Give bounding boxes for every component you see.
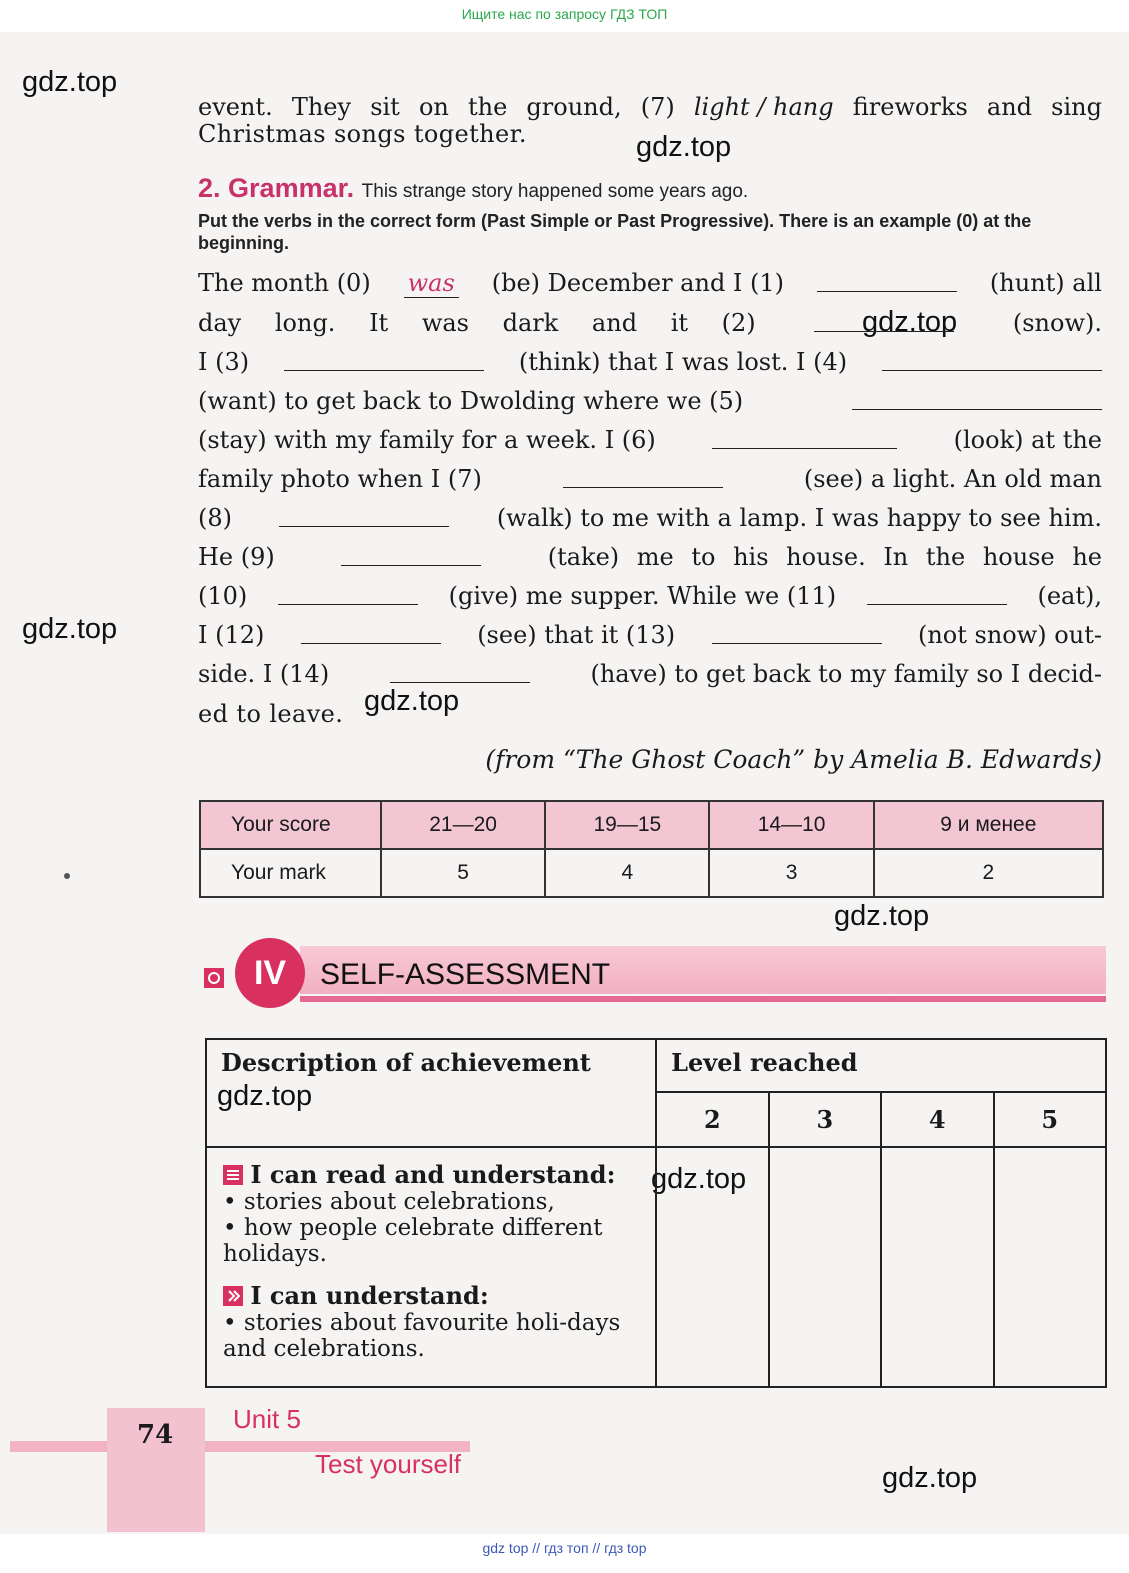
answer-blank-6[interactable]	[712, 426, 897, 449]
exercise-line-9: (10) (give) me supper. While we (11) (eat),	[198, 582, 1102, 610]
reading-block: I can read and understand: • stories about celebrations, • how people celebrate different holidays.	[223, 1160, 616, 1267]
exercise-line-12: ed to leave.	[198, 700, 344, 728]
page-speck	[64, 873, 70, 879]
exercise-line-1: The month (0) was (be) December and I (1) (hunt) all	[198, 269, 1102, 297]
level-header: Level reached	[656, 1039, 1106, 1092]
top-banner[interactable]: Ищите нас по запросу ГДЗ ТОП	[461, 6, 668, 22]
section-numeral: IV	[235, 938, 305, 1008]
answer-blank-10[interactable]	[278, 582, 418, 605]
level-cell-3[interactable]	[769, 1147, 881, 1387]
example-answer: was	[404, 269, 459, 298]
score-table	[199, 800, 1104, 898]
answer-blank-1[interactable]	[817, 269, 957, 292]
table-row	[206, 1039, 1106, 1092]
answer-blank-2[interactable]	[814, 309, 954, 332]
exercise-line-2: day long. It was dark and it (2) (snow).	[198, 309, 1102, 337]
exercise-line-3: I (3) (think) that I was lost. I (4)	[198, 348, 1102, 376]
table-row: Your score 21—20 19—15 14—10 9 и менее	[200, 801, 1103, 849]
watermark: gdz.top	[636, 131, 732, 163]
unit-label: Unit 5	[233, 1404, 301, 1434]
table-row: 2 3 4 5	[206, 1092, 1106, 1147]
level-cell-5[interactable]	[994, 1147, 1106, 1387]
achievement-description	[206, 1147, 656, 1387]
section-marker-icon	[204, 968, 224, 988]
exercise-line-7: (8) (walk) to me with a lamp. I was happy to see him.	[198, 504, 1102, 532]
table-row: Your mark 5 4 3 2	[200, 849, 1103, 897]
listening-icon	[223, 1286, 243, 1306]
exercise-line-4: (want) to get back to Dwolding where we (5)	[198, 387, 1102, 415]
watermark: gdz.top	[651, 1163, 747, 1195]
grammar-heading: 2. Grammar. This strange story happened some years ago.	[198, 173, 749, 203]
answer-blank-11[interactable]	[867, 582, 1007, 605]
level-cell-2[interactable]	[656, 1147, 768, 1387]
answer-blank-14[interactable]	[390, 660, 530, 683]
watermark: gdz.top	[364, 685, 460, 717]
answer-blank-9[interactable]	[341, 543, 481, 566]
watermark: gdz.top	[217, 1080, 313, 1112]
watermark: gdz.top	[22, 613, 118, 645]
answer-blank-4[interactable]	[882, 348, 1102, 371]
section-underline	[300, 996, 1106, 1002]
exercise-line-11: side. I (14) (have) to get back to my family so I decid-	[198, 660, 1102, 688]
level-cell-4[interactable]	[881, 1147, 993, 1387]
answer-blank-8[interactable]	[279, 504, 449, 527]
listening-block: I can understand: • stories about favourite holi-days and celebrations.	[223, 1281, 621, 1362]
watermark: gdz.top	[882, 1462, 978, 1494]
self-assessment-table	[205, 1038, 1107, 1388]
page-number: 74	[137, 1420, 174, 1450]
exercise-line-6: family photo when I (7) (see) a light. An old man	[198, 465, 1102, 493]
bottom-banner[interactable]: gdz top // гдз топ // гдз top	[482, 1540, 647, 1556]
watermark: gdz.top	[22, 66, 118, 98]
story-source: (from “The Ghost Coach” by Amelia B. Edwards)	[485, 745, 1102, 774]
answer-blank-7[interactable]	[563, 465, 723, 488]
exercise-line-5: (stay) with my family for a week. I (6) (look) at the	[198, 426, 1102, 454]
answer-blank-5[interactable]	[852, 387, 1102, 410]
description-header: Description of achievement	[206, 1039, 656, 1147]
section-title: SELF-ASSESSMENT	[320, 958, 611, 991]
answer-blank-3[interactable]	[284, 348, 484, 371]
grammar-instruction: Put the verbs in the correct form (Past Simple or Past Progressive). There is an example (0) at the beginning.	[198, 211, 1032, 253]
intro-line-1: event. They sit on the ground, (7) light / hang fireworks and sing	[198, 93, 1102, 121]
answer-blank-12[interactable]	[301, 621, 441, 644]
exercise-line-8: He (9) (take) me to his house. In the house he	[198, 543, 1102, 571]
watermark: gdz.top	[862, 306, 958, 338]
intro-line-2: Christmas songs together.	[198, 120, 527, 148]
test-yourself-label: Test yourself	[315, 1449, 461, 1479]
exercise-line-10: I (12) (see) that it (13) (not snow) out-	[198, 621, 1102, 649]
answer-blank-13[interactable]	[712, 621, 882, 644]
table-row	[206, 1147, 1106, 1387]
watermark: gdz.top	[834, 900, 930, 932]
reading-icon	[223, 1165, 243, 1185]
